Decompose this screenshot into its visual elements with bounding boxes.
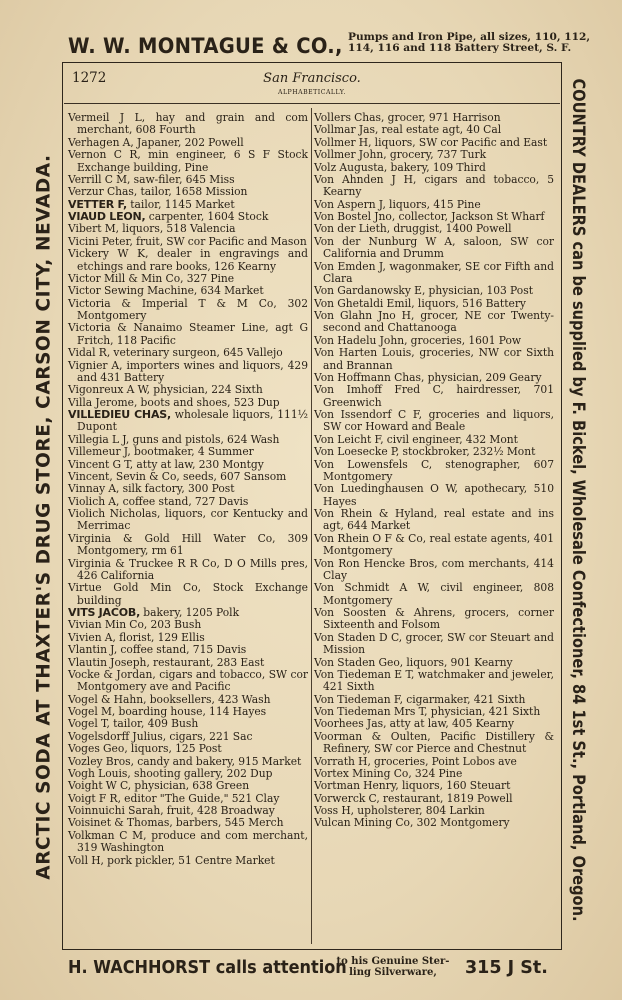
directory-entry — [68, 855, 308, 867]
directory-entry — [68, 149, 308, 174]
entry-bold-name: VIAUD LEON, — [68, 210, 146, 223]
top-advertisement — [62, 30, 591, 66]
directory-entry — [68, 533, 308, 558]
entry-text: Vollmar Jas, real estate agt, 40 Cal — [314, 123, 502, 137]
entry-text: Von Bostel Jno, collector, Jackson St Wharf — [314, 210, 545, 223]
page-title: San Francisco. — [263, 71, 361, 86]
directory-entry — [314, 261, 554, 286]
left-ad-text: ARCTIC SODA AT THAXTER'S DRUG STORE, CARSON CITY, NEVADA. — [33, 154, 55, 880]
entry-text: Voinnuichi Sarah, fruit, 428 Broadway — [68, 804, 275, 817]
directory-entry — [314, 409, 554, 434]
directory-entry — [314, 347, 554, 372]
directory-entry — [314, 669, 554, 694]
entry-text: Von Imhoff Fred C, hairdresser, 701 Greenwich — [314, 383, 554, 409]
entry-text: Verrill C M, saw-filer, 645 Miss — [68, 172, 235, 186]
entry-text: Vignier A, importers wines and liquors, 429 and 431 Battery — [68, 358, 308, 384]
entry-text: Von Harten Louis, groceries, NW cor Sixth and Brannan — [314, 346, 554, 372]
entry-text: Voorman & Oulten, Pacific Distillery & Refinery, SW cor Pierce and Chestnut — [314, 729, 554, 756]
directory-entry — [68, 298, 308, 323]
entry-text: Victor Mill & Min Co, 327 Pine — [68, 271, 235, 285]
entry-text: Voges Geo, liquors, 125 Post — [68, 742, 222, 756]
bottom-ad-small — [325, 957, 461, 978]
directory-entry — [314, 384, 554, 409]
entry-text: Von Tiedeman F, cigarmaker, 421 Sixth — [314, 692, 526, 706]
top-ad-detail-line1: Pumps and Iron Pipe, all sizes, 110, 112, — [348, 31, 591, 43]
entry-text: Voorhees Jas, atty at law, 405 Kearny — [314, 717, 515, 731]
directory-entry — [314, 310, 554, 335]
bottom-ad-small-line1: to his Genuine Ster- — [336, 956, 450, 967]
entry-text: Vivian Min Co, 203 Bush — [68, 618, 202, 632]
entry-text: bakery, 1205 Polk — [140, 606, 240, 619]
entry-text: Von Loesecke P, stockbroker, 232½ Mont — [314, 445, 536, 459]
entry-text: Von Ahnden J H, cigars and tobacco, 5 Kearny — [314, 172, 554, 199]
entry-text: Vollmer John, grocery, 737 Turk — [314, 148, 487, 162]
column-divider — [311, 108, 312, 944]
entry-text: Vollmer H, liquors, SW cor Pacific and East — [314, 135, 548, 149]
entry-text: Voigt F R, editor "The Guide," 521 Clay — [68, 791, 280, 805]
entry-text: Vorrath H, groceries, Point Lobos ave — [314, 754, 517, 768]
entry-text: Von Rhein O F & Co, real estate agents, 401 Montgomery — [314, 531, 554, 558]
entry-text: Vibert M, liquors, 518 Valencia — [68, 222, 236, 236]
entry-text: Vidal R, veterinary surgeon, 645 Vallejo — [68, 346, 283, 360]
entry-text: Von Gardanowsky E, physician, 103 Post — [314, 284, 534, 298]
top-ad-detail — [348, 31, 591, 54]
directory-entry — [68, 669, 308, 694]
entry-text: Von Tiedeman Mrs T, physician, 421 Sixth — [314, 705, 541, 718]
entry-text: Von Lowensfels C, stenographer, 607 Montgomery — [314, 457, 554, 483]
entry-text: Voight W C, physician, 638 Green — [68, 779, 250, 793]
page-number: 1272 — [72, 70, 107, 86]
directory-entry — [314, 817, 554, 829]
entry-text: Vogel M, boarding house, 114 Hayes — [68, 705, 267, 718]
entry-text: Volkman C M, produce and com merchant, 319 Washington — [68, 828, 308, 855]
entry-text: Von Aspern J, liquors, 415 Pine — [314, 197, 481, 211]
right-ad-text: COUNTRY DEALERS can be supplied by F. Bickel, Wholesale Confectioner, 84 1st St., Portland, Oregon. — [568, 78, 588, 922]
entry-text: Violich A, coffee stand, 727 Davis — [68, 494, 249, 508]
top-ad-name: W. W. MONTAGUE & CO., — [68, 34, 343, 58]
entry-text: Von Tiedeman E T, watchmaker and jeweler, 421 Sixth — [314, 667, 554, 694]
entry-text: Victoria & Imperial T & M Co, 302 Montgomery — [68, 296, 308, 322]
directory-entry — [68, 409, 308, 434]
page-subtitle: ALPHABETICALLY. — [277, 89, 347, 96]
header-rule — [64, 103, 560, 104]
entry-text: Vicini Peter, fruit, SW cor Pacific and Mason — [68, 234, 307, 248]
directory-entry — [68, 360, 308, 385]
directory-entry — [314, 607, 554, 632]
entry-text: Verhagen A, Japaner, 202 Powell — [68, 135, 244, 149]
top-ad-detail-line2: 114, 116 and 118 Battery Street, S. F. — [348, 42, 572, 54]
entry-text: Von Staden Geo, liquors, 901 Kearny — [314, 655, 513, 669]
entry-bold-name: VETTER F, — [68, 197, 128, 211]
entry-bold-name: VITS JACOB, — [68, 606, 141, 619]
directory-entry — [314, 582, 554, 607]
entry-text: Vogh Louis, shooting gallery, 202 Dup — [68, 766, 273, 780]
entry-text: Voisinet & Thomas, barbers, 545 Merch — [68, 816, 284, 830]
entry-text: Villegia L J, guns and pistols, 624 Wash — [68, 432, 280, 446]
directory-entry — [68, 830, 308, 855]
directory-entry — [314, 236, 554, 261]
right-column — [314, 112, 554, 830]
right-side-advertisement — [562, 60, 594, 940]
entry-text: Vigonreux A W, physician, 224 Sixth — [68, 383, 263, 397]
entry-text: Vortex Mining Co, 324 Pine — [314, 766, 463, 780]
entry-text: Vulcan Mining Co, 302 Montgomery — [314, 816, 510, 830]
entry-text: Vogel T, tailor, 409 Bush — [68, 717, 199, 731]
entry-text: Von der Nunburg W A, saloon, SW cor California and Drumm — [314, 234, 554, 261]
entry-text: Vollers Chas, grocer, 971 Harrison — [314, 111, 501, 124]
entry-text: Vincent, Sevin & Co, seeds, 607 Sansom — [68, 469, 287, 483]
entry-text: tailor, 1145 Market — [127, 197, 235, 211]
entry-text: Von Leicht F, civil engineer, 432 Mont — [314, 432, 518, 446]
entry-text: Von Hoffmann Chas, physician, 209 Geary — [314, 370, 542, 384]
directory-entry — [314, 174, 554, 199]
entry-text: Vogelsdorff Julius, cigars, 221 Sac — [68, 729, 253, 743]
entry-text: Vinnay A, silk factory, 300 Post — [68, 482, 235, 496]
entry-text: Vogel & Hahn, booksellers, 423 Wash — [68, 692, 271, 706]
left-side-advertisement — [28, 84, 60, 950]
entry-text: Von Ghetaldi Emil, liquors, 516 Battery — [314, 296, 526, 310]
entry-text: Victoria & Nanaimo Steamer Line, agt G Fritch, 118 Pacific — [68, 321, 308, 347]
entry-text: Vermeil J L, hay and grain and com merchant, 608 Fourth — [68, 111, 308, 137]
bottom-advertisement — [62, 952, 562, 986]
directory-entry — [314, 558, 554, 583]
entry-text: Volz Augusta, bakery, 109 Third — [314, 160, 486, 174]
entry-text: Vickery W K, dealer in engravings and etchings and rare books, 126 Kearny — [68, 247, 308, 273]
entry-text: Virginia & Gold Hill Water Co, 309 Montgomery, rm 61 — [68, 531, 308, 558]
entry-text: Vernon C R, min engineer, 6 S F Stock Exchange building, Pine — [68, 148, 308, 174]
directory-entry — [68, 508, 308, 533]
directory-entry — [68, 322, 308, 347]
directory-entry — [68, 558, 308, 583]
entry-text: Vortman Henry, liquors, 160 Steuart — [314, 779, 511, 793]
bottom-ad-small-line2: ling Silverware, — [349, 966, 437, 978]
entry-text: Von Ron Hencke Bros, com merchants, 414 Clay — [314, 556, 554, 582]
entry-text: Verzur Chas, tailor, 1658 Mission — [68, 185, 248, 199]
directory-entry — [314, 459, 554, 484]
directory-entry — [68, 248, 308, 273]
entry-text: Von Luedinghausen O W, apothecary, 510 Hayes — [314, 482, 554, 508]
entry-text: Von Glahn Jno H, grocer, NE cor Twenty-second and Chattanooga — [314, 309, 554, 335]
entry-text: Voll H, pork pickler, 51 Centre Market — [68, 853, 275, 867]
entry-text: Virtue Gold Min Co, Stock Exchange building — [68, 581, 308, 607]
entry-text: Vivien A, florist, 129 Ellis — [68, 630, 205, 644]
entry-text: Von Schmidt A W, civil engineer, 808 Montgomery — [314, 581, 554, 607]
entry-bold-name: VILLEDIEU CHAS, — [68, 408, 171, 421]
page-header — [64, 66, 560, 102]
entry-text: Von Emden J, wagonmaker, SE cor Fifth and Clara — [314, 259, 554, 285]
entry-text: Virginia & Truckee R R Co, D O Mills pres, 426 California — [68, 556, 308, 582]
directory-entry — [314, 731, 554, 756]
entry-text: Vlantin J, coffee stand, 715 Davis — [68, 643, 247, 657]
entry-text: Vocke & Jordan, cigars and tobacco, SW cor Montgomery ave and Pacific — [68, 667, 308, 694]
directory-entry — [68, 112, 308, 137]
entry-text: Voss H, upholsterer, 804 Larkin — [314, 804, 485, 817]
entry-text: Von der Lieth, druggist, 1400 Powell — [314, 222, 512, 236]
entry-text: Vincent G T, atty at law, 230 Montgy — [68, 457, 264, 471]
entry-text: Von Hadelu John, groceries, 1601 Pow — [314, 333, 522, 347]
directory-entry — [314, 533, 554, 558]
entry-text: Violich Nicholas, liquors, cor Kentucky and Merrimac — [68, 507, 308, 533]
entry-text: Villa Jerome, boots and shoes, 523 Dup — [68, 395, 280, 409]
entry-text: Villemeur J, bootmaker, 4 Summer — [68, 445, 254, 459]
entry-text: Vozley Bros, candy and bakery, 915 Market — [68, 754, 302, 768]
directory-entry — [314, 483, 554, 508]
entry-text: Victor Sewing Machine, 634 Market — [68, 284, 264, 298]
bottom-ad-address: 315 J St. — [465, 958, 548, 978]
directory-entry — [68, 582, 308, 607]
left-column — [68, 112, 308, 867]
entry-text: carpenter, 1604 Stock — [145, 210, 269, 223]
bottom-ad-main: H. WACHHORST calls attention — [68, 958, 347, 978]
entry-text: wholesale liquors, 111½ Dupont — [77, 408, 308, 434]
entry-text: Vlautin Joseph, restaurant, 283 East — [68, 655, 265, 669]
entry-text: Vorwerck C, restaurant, 1819 Powell — [314, 791, 513, 805]
entry-text: Von Soosten & Ahrens, grocers, corner Sixteenth and Folsom — [314, 606, 554, 632]
directory-entry — [314, 632, 554, 657]
entry-text: Von Rhein & Hyland, real estate and ins agt, 644 Market — [314, 507, 554, 533]
entry-text: Von Staden D C, grocer, SW cor Steuart and Mission — [314, 630, 554, 657]
entry-text: Von Issendorf C F, groceries and liquors, SW cor Howard and Beale — [314, 408, 554, 434]
directory-entry — [314, 508, 554, 533]
